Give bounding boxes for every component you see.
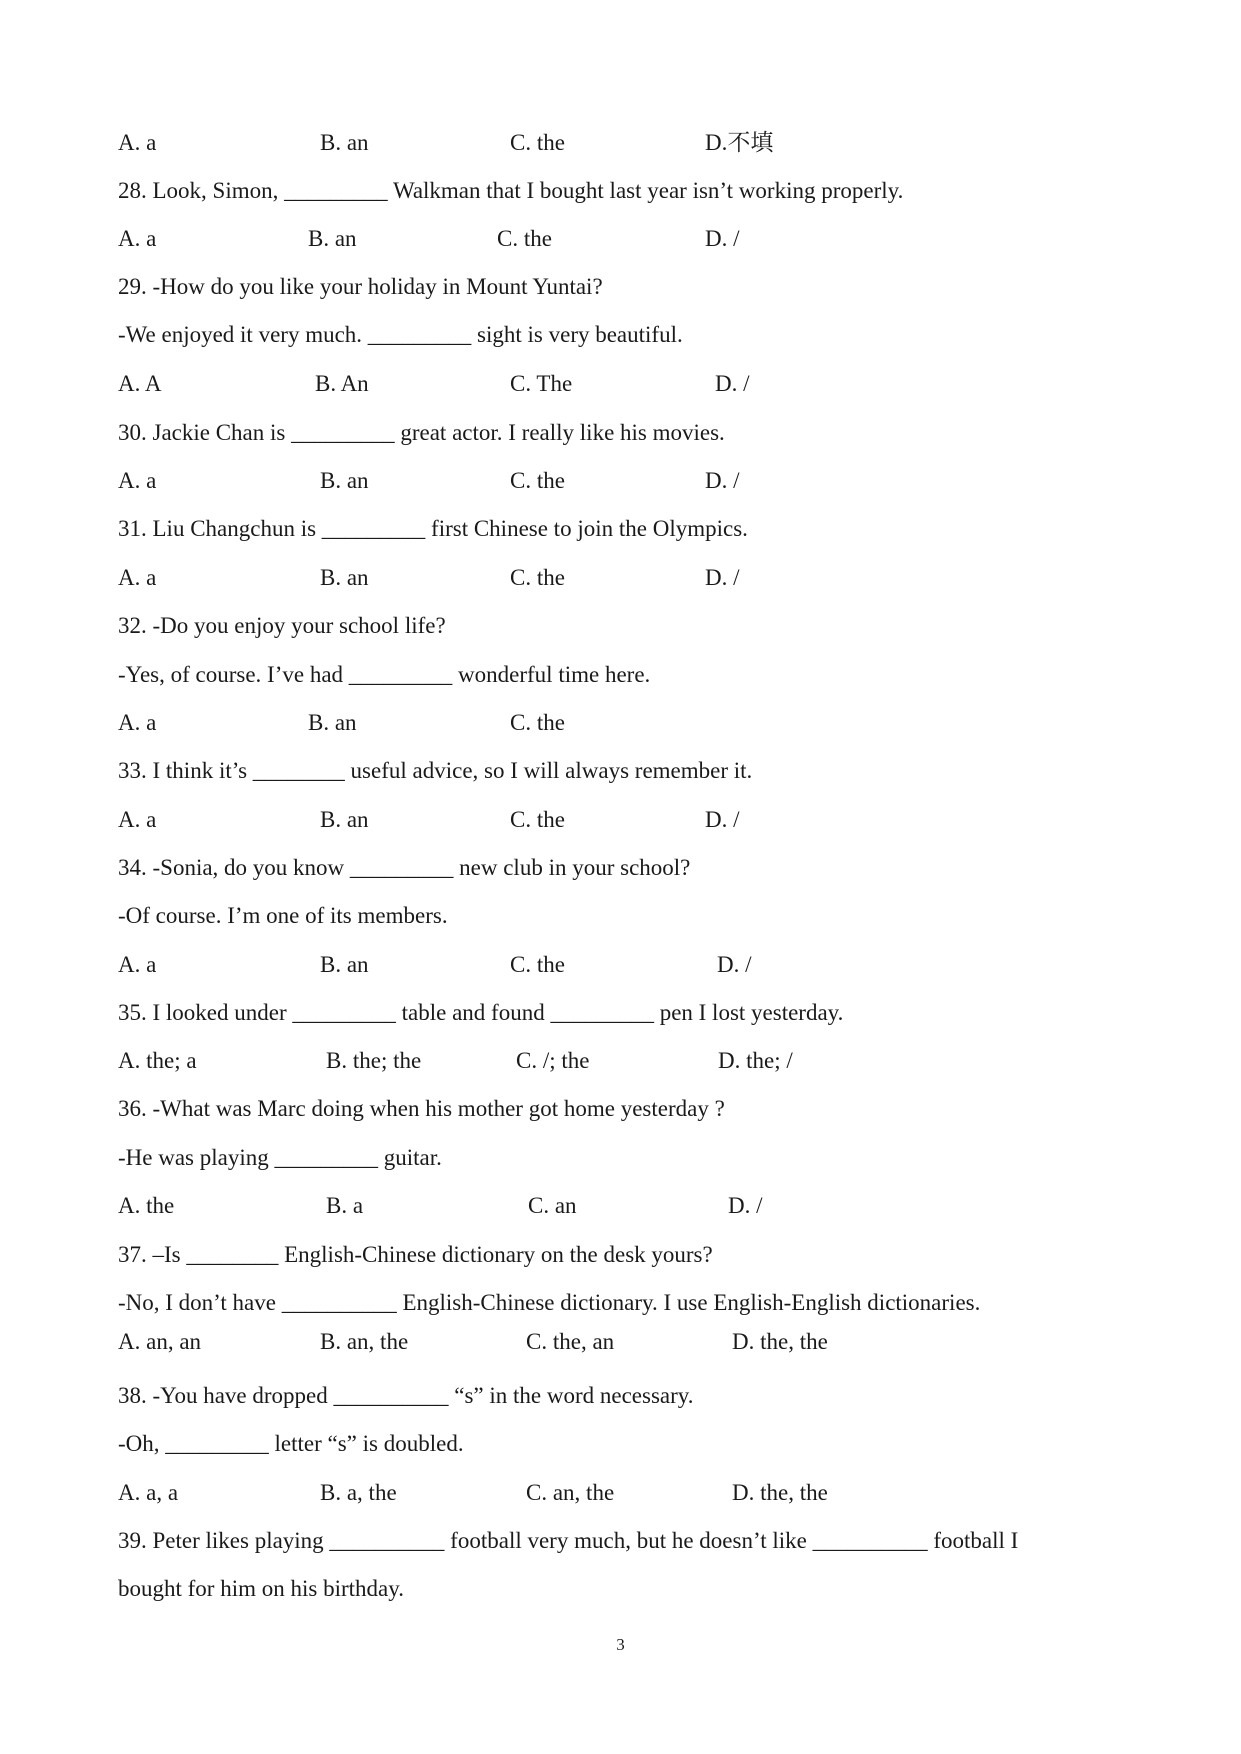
option-c: C. the — [510, 130, 565, 155]
option-b: B. an — [308, 226, 357, 251]
option-c: C. the — [510, 807, 565, 832]
option-c: C. an, the — [526, 1480, 615, 1505]
question-answer-line: -We enjoyed it very much. _________ sight is very beautiful. — [118, 322, 683, 347]
question-answer-line: -Oh, _________ letter “s” is doubled. — [118, 1431, 464, 1456]
option-b: B. an — [320, 565, 369, 590]
question-answer-line: -He was playing _________ guitar. — [118, 1145, 442, 1170]
option-b: B. a, the — [320, 1480, 397, 1505]
option-a: A. the; a — [118, 1048, 197, 1073]
option-d: D. the, the — [732, 1480, 828, 1505]
question-stem: 38. -You have dropped __________ “s” in the word necessary. — [118, 1383, 694, 1408]
option-b: B. the; the — [326, 1048, 422, 1073]
option-c: C. an — [528, 1193, 577, 1218]
option-d: D. / — [705, 565, 740, 590]
page-number: 3 — [616, 1635, 625, 1654]
question-stem: 33. I think it’s ________ useful advice, so I will always remember it. — [118, 758, 753, 783]
option-a: A. a — [118, 226, 157, 251]
option-c: C. the, an — [526, 1329, 615, 1354]
option-a: A. a — [118, 130, 157, 155]
option-b: B. an — [320, 952, 369, 977]
option-d: D.不填 — [705, 130, 774, 155]
option-d: D. / — [705, 807, 740, 832]
option-a: A. a — [118, 565, 157, 590]
option-d: D. the, the — [732, 1329, 828, 1354]
question-answer-line: -No, I don’t have __________ English-Chinese dictionary. I use English-English dictionaries. — [118, 1290, 981, 1315]
option-d: D. / — [705, 468, 740, 493]
option-d: D. / — [728, 1193, 763, 1218]
question-stem: 32. -Do you enjoy your school life? — [118, 613, 446, 638]
option-d: D. / — [705, 226, 740, 251]
option-a: A. a — [118, 468, 157, 493]
option-c: C. the — [510, 710, 565, 735]
question-stem: 30. Jackie Chan is _________ great actor. I really like his movies. — [118, 420, 725, 445]
option-c: C. The — [510, 371, 573, 396]
option-c: C. the — [510, 952, 565, 977]
option-a: A. an, an — [118, 1329, 202, 1354]
question-stem: 31. Liu Changchun is _________ first Chinese to join the Olympics. — [118, 516, 748, 541]
option-d: D. / — [715, 371, 750, 396]
option-c: C. the — [510, 565, 565, 590]
option-a: A. a — [118, 807, 157, 832]
question-answer-line: -Of course. I’m one of its members. — [118, 903, 448, 928]
option-b: B. an — [320, 807, 369, 832]
option-b: B. an, the — [320, 1329, 409, 1354]
question-stem: 34. -Sonia, do you know _________ new club in your school? — [118, 855, 691, 880]
question-stem: 29. -How do you like your holiday in Mount Yuntai? — [118, 274, 603, 299]
question-stem: 39. Peter likes playing __________ football very much, but he doesn’t like __________ football I — [118, 1528, 1019, 1553]
option-c: C. /; the — [516, 1048, 590, 1073]
option-b: B. an — [320, 130, 369, 155]
question-stem: 37. –Is ________ English-Chinese dictionary on the desk yours? — [118, 1242, 713, 1267]
option-b: B. an — [308, 710, 357, 735]
option-a: A. A — [118, 371, 162, 396]
option-b: B. An — [315, 371, 369, 396]
question-stem: 28. Look, Simon, _________ Walkman that I bought last year isn’t working properly. — [118, 178, 904, 203]
option-d: D. / — [717, 952, 752, 977]
question-stem-continued: bought for him on his birthday. — [118, 1576, 404, 1601]
option-a: A. a, a — [118, 1480, 179, 1505]
question-answer-line: -Yes, of course. I’ve had _________ wonderful time here. — [118, 662, 651, 687]
option-d: D. the; / — [718, 1048, 793, 1073]
question-stem: 36. -What was Marc doing when his mother got home yesterday ? — [118, 1096, 725, 1121]
option-a: A. a — [118, 710, 157, 735]
option-b: B. a — [326, 1193, 364, 1218]
option-c: C. the — [497, 226, 552, 251]
question-stem: 35. I looked under _________ table and found _________ pen I lost yesterday. — [118, 1000, 844, 1025]
option-a: A. the — [118, 1193, 175, 1218]
option-a: A. a — [118, 952, 157, 977]
option-c: C. the — [510, 468, 565, 493]
option-b: B. an — [320, 468, 369, 493]
